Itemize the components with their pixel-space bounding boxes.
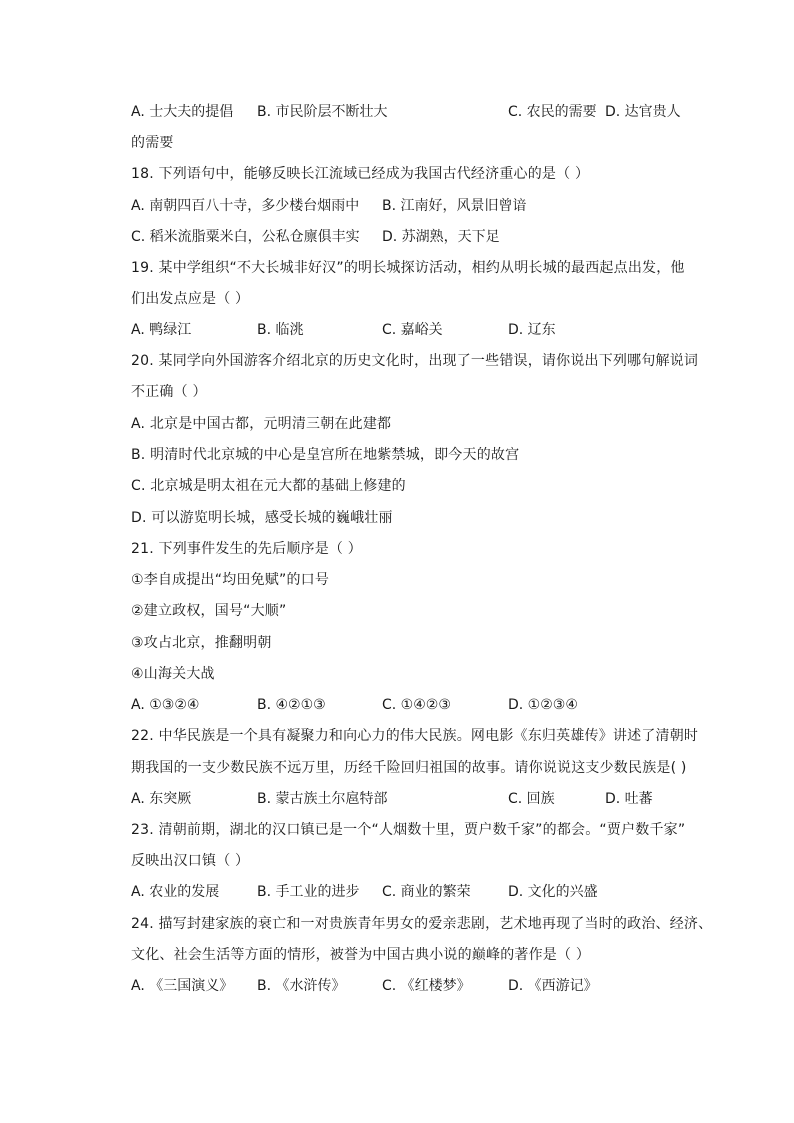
q21-option-c: C. ①④②③ <box>382 697 451 713</box>
q24-option-c: C. 《红楼梦》 <box>382 978 471 994</box>
q19-option-d: D. 辽东 <box>508 322 556 338</box>
q24-stem-line2: 文化、社会生活等方面的情形，被誉为中国古典小说的巅峰的著作是（ ） <box>131 947 591 963</box>
q24-option-d: D. 《西游记》 <box>508 978 598 994</box>
q20-stem-line2: 不正确（ ） <box>131 384 207 400</box>
q17-options <box>131 102 691 122</box>
q20-option-d: D. 可以游览明长城，感受长城的巍峨壮丽 <box>131 510 393 526</box>
q23-option-a: A. 农业的发展 <box>131 884 220 900</box>
q22-option-a: A. 东突厥 <box>131 791 192 807</box>
q22-option-d: D. 吐蕃 <box>605 791 653 807</box>
q17-option-d: D. 达官贵人 <box>605 104 681 120</box>
q23-options <box>131 882 691 902</box>
q17-option-a: A. 士大夫的提倡 <box>131 104 234 120</box>
q17-option-b: B. 市民阶层不断壮大 <box>257 104 388 120</box>
q20-stem-line1: 20. 某同学向外国游客介绍北京的历史文化时，出现了一些错误，请你说出下列哪句解说词 <box>131 353 699 369</box>
q20-option-c: C. 北京城是明太祖在元大都的基础上修建的 <box>131 478 406 494</box>
q22-stem-line2: 期我国的一支少数民族不远万里，历经千险回归祖国的故事。请你说说这支少数民族是( ) <box>131 760 687 776</box>
q24-option-a: A. 《三国演义》 <box>131 978 234 994</box>
q18-options-row1 <box>131 196 691 216</box>
q21-event-1: ①李自成提出“均田免赋”的口号 <box>131 572 330 588</box>
q19-option-a: A. 鸭绿江 <box>131 322 192 338</box>
q23-stem-line2: 反映出汉口镇（ ） <box>131 853 250 869</box>
q21-options <box>131 695 691 715</box>
q20-option-b: B. 明清时代北京城的中心是皇宫所在地紫禁城，即今天的故宫 <box>131 447 520 463</box>
q21-event-2: ②建立政权，国号“大顺” <box>131 603 287 619</box>
q19-options <box>131 320 691 340</box>
q21-stem: 21. 下列事件发生的先后顺序是（ ） <box>131 541 362 557</box>
q23-option-d: D. 文化的兴盛 <box>508 884 598 900</box>
q24-option-b: B. 《水浒传》 <box>257 978 346 994</box>
q17-option-d-continuation: 的需要 <box>131 135 174 151</box>
q24-stem-line1: 24. 描写封建家族的衰亡和一对贵族青年男女的爱亲悲剧，艺术地再现了当时的政治、经济、 <box>131 916 713 932</box>
q21-event-3: ③攻占北京，推翻明朝 <box>131 635 272 651</box>
q18-option-d: D. 苏湖熟，天下足 <box>382 229 500 245</box>
q18-option-c: C. 稻米流脂粟米白，公私仓廪俱丰实 <box>131 229 360 245</box>
q19-option-b: B. 临洮 <box>257 322 304 338</box>
q17-option-c: C. 农民的需要 <box>508 104 597 120</box>
q24-options <box>131 976 691 996</box>
q22-options <box>131 789 691 809</box>
q23-option-c: C. 商业的繁荣 <box>382 884 471 900</box>
q19-stem-line1: 19. 某中学组织“不大长城非好汉”的明长城探访活动，相约从明长城的最西起点出发，他 <box>131 260 685 276</box>
q23-option-b: B. 手工业的进步 <box>257 884 360 900</box>
q20-option-a: A. 北京是中国古都，元明清三朝在此建都 <box>131 416 392 432</box>
q22-option-c: C. 回族 <box>508 791 555 807</box>
q21-option-d: D. ①②③④ <box>508 697 578 713</box>
q22-stem-line1: 22. 中华民族是一个具有凝聚力和向心力的伟大民族。网电影《东归英雄传》讲述了清朝时 <box>131 728 699 744</box>
q21-event-4: ④山海关大战 <box>131 666 215 682</box>
q18-stem: 18. 下列语句中，能够反映长江流域已经成为我国古代经济重心的是（ ） <box>131 166 590 182</box>
q19-option-c: C. 嘉峪关 <box>382 322 443 338</box>
q19-stem-line2: 们出发点应是（ ） <box>131 291 250 307</box>
q22-option-b: B. 蒙古族土尔扈特部 <box>257 791 388 807</box>
q21-option-b: B. ④②①③ <box>257 697 326 713</box>
q18-options-row2 <box>131 227 691 247</box>
q21-option-a: A. ①③②④ <box>131 697 200 713</box>
q18-option-b: B. 江南好，风景旧曾谙 <box>382 198 527 214</box>
q18-option-a: A. 南朝四百八十寺，多少楼台烟雨中 <box>131 198 360 214</box>
q23-stem-line1: 23. 清朝前期，湖北的汉口镇已是一个“人烟数十里，贾户数千家”的都会。“贾户数千家” <box>131 822 686 838</box>
